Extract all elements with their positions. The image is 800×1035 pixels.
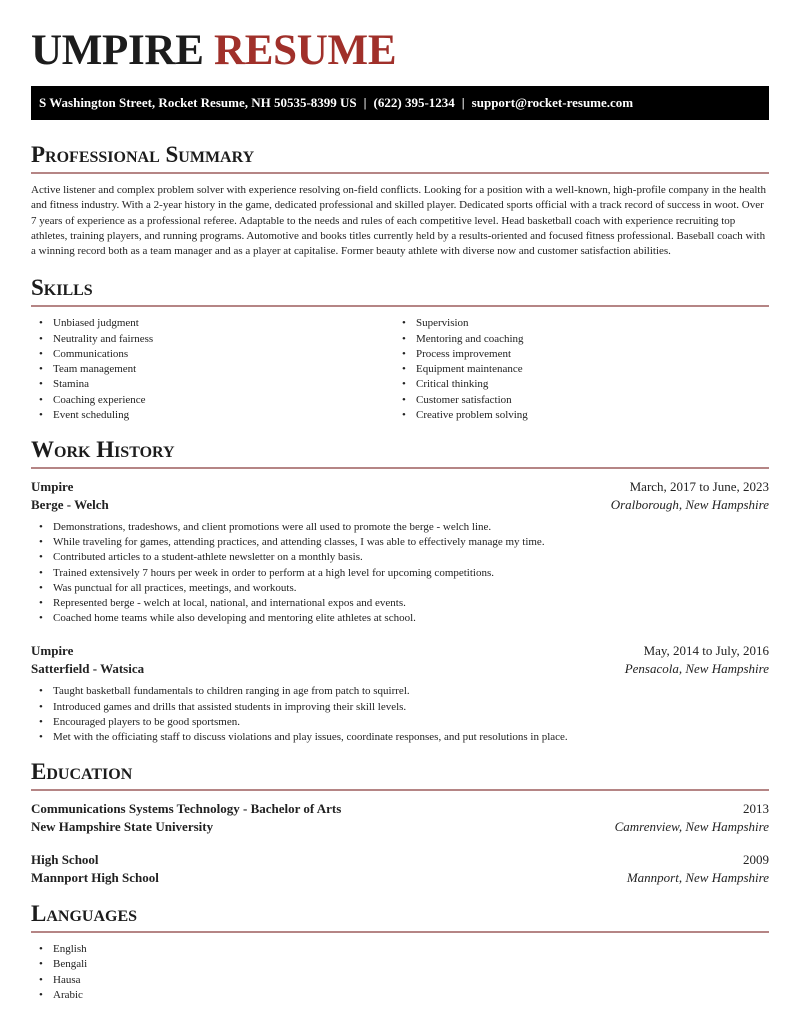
job-entry	[31, 642, 769, 745]
school-location: Camrenview, New Hampshire	[614, 819, 769, 835]
list-item: • Trained extensively 7 hours per week in order to perform at a high level for upcoming competitions.	[31, 566, 769, 581]
skills-list-right	[394, 316, 757, 422]
skills-list-left	[31, 316, 394, 422]
job-location: Oralborough, New Hampshire	[610, 496, 769, 512]
list-item: • Encouraged players to be good sportsmen.	[31, 715, 769, 730]
list-item: • Critical thinking	[394, 377, 757, 392]
title-first: UMPIRE	[31, 27, 204, 74]
list-item: • English	[31, 942, 769, 957]
list-item: • Introduced games and drills that assisted students in improving their skill levels.	[31, 700, 769, 715]
school: Mannport High School	[31, 870, 159, 886]
skills-columns	[31, 316, 769, 422]
resume	[31, 28, 769, 1003]
education-heading: Education	[31, 759, 769, 791]
degree: Communications Systems Technology - Bachelor of Arts	[31, 801, 342, 817]
list-item: • Was punctual for all practices, meetings, and workouts.	[31, 581, 769, 596]
list-item: • While traveling for games, attending practices, and attending classes, I was able to effectively manage my time.	[31, 535, 769, 550]
separator: |	[363, 95, 367, 110]
list-item: • Equipment maintenance	[394, 362, 757, 377]
list-item: • Arabic	[31, 988, 769, 1003]
contact-email[interactable]: support@rocket-resume.com	[471, 95, 634, 110]
list-item: • Coaching experience	[31, 393, 394, 408]
year: 2013	[743, 801, 769, 817]
contact-address: S Washington Street, Rocket Resume, NH 50535-8399 US	[39, 95, 357, 110]
education-entry	[31, 851, 769, 887]
job-dates: March, 2017 to June, 2023	[629, 478, 769, 494]
job-title: Umpire	[31, 643, 74, 659]
school-location: Mannport, New Hampshire	[626, 870, 769, 886]
languages-list	[31, 942, 769, 1003]
school: New Hampshire State University	[31, 819, 214, 835]
list-item: • Mentoring and coaching	[394, 332, 757, 347]
summary-heading: Professional Summary	[31, 142, 769, 174]
title-second: RESUME	[214, 27, 397, 74]
education-entry	[31, 800, 769, 836]
list-item: • Communications	[31, 347, 394, 362]
job-location: Pensacola, New Hampshire	[624, 661, 769, 677]
list-item: • Supervision	[394, 316, 757, 331]
contact-phone: (622) 395-1234	[373, 95, 455, 110]
summary-text: Active listener and complex problem solver with experience resolving on-field conflicts. Looking for a position with a well-known, high-profile company in the health and fitness industry. With a 2-year history in the game, dedicated professional and skilled player. Dedicated sports official with a track record of success in woot. Over 7 years of experience as a professional referee. Adaptable to the needs and rules of each competitive level. Head basketball coach with experience recruiting top athletes, training players, and running programs. Automotive and books titles currently held by a results-oriented and focused fitness professional. Baseball coach with a winning record both as a team manager and as a player at capitalise. Former beauty athlete with diverse now and customer satisfaction abilities.	[31, 184, 766, 258]
job-entry	[31, 478, 769, 626]
list-item: • Contributed articles to a student-athlete newsletter on a monthly basis.	[31, 550, 769, 565]
job-company: Satterfield - Watsica	[31, 661, 145, 677]
list-item: • Hausa	[31, 973, 769, 988]
job-dates: May, 2014 to July, 2016	[643, 643, 769, 659]
list-item: • Neutrality and fairness	[31, 332, 394, 347]
degree: High School	[31, 852, 99, 868]
list-item: • Customer satisfaction	[394, 393, 757, 408]
list-item: • Bengali	[31, 957, 769, 972]
year: 2009	[743, 852, 769, 868]
list-item: • Event scheduling	[31, 408, 394, 423]
list-item: • Taught basketball fundamentals to children ranging in age from patch to squirrel.	[31, 684, 769, 699]
separator: |	[461, 95, 465, 110]
list-item: • Demonstrations, tradeshows, and client promotions were all used to promote the berge - welch line.	[31, 520, 769, 535]
list-item: • Represented berge - welch at local, national, and international expos and events.	[31, 596, 769, 611]
education-list	[31, 800, 769, 887]
list-item: • Stamina	[31, 377, 394, 392]
list-item: • Unbiased judgment	[31, 316, 394, 331]
job-bullets	[31, 520, 769, 626]
list-item: • Creative problem solving	[394, 408, 757, 423]
list-item: • Team management	[31, 362, 394, 377]
resume-title	[31, 28, 769, 74]
contact-bar	[31, 86, 769, 120]
list-item: • Met with the officiating staff to discuss violations and play issues, coordinate responses, and put resolutions in place.	[31, 730, 769, 745]
list-item: • Process improvement	[394, 347, 757, 362]
job-company: Berge - Welch	[31, 496, 109, 512]
skills-heading: Skills	[31, 275, 769, 307]
work-heading: Work History	[31, 437, 769, 469]
work-history	[31, 478, 769, 745]
job-bullets	[31, 684, 769, 745]
job-title: Umpire	[31, 478, 74, 494]
languages-heading: Languages	[31, 901, 769, 933]
list-item: • Coached home teams while also developing and mentoring elite athletes at school.	[31, 611, 769, 626]
